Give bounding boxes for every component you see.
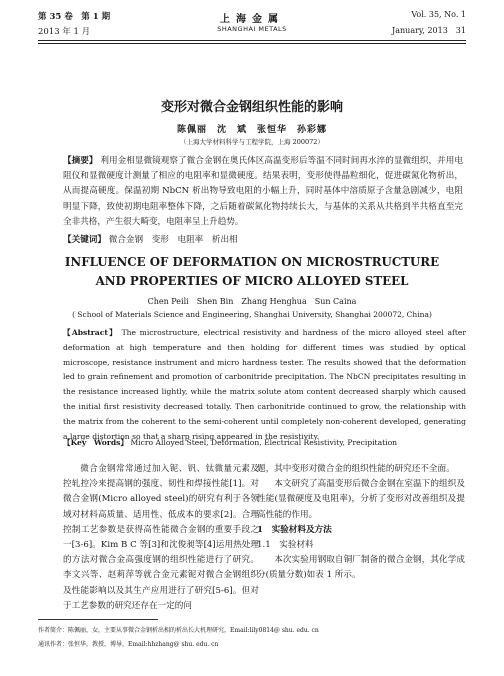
abstract-en xyxy=(63,326,466,444)
section-heading: 1 实验材料及方法 xyxy=(257,524,332,535)
article-title-en xyxy=(0,253,504,291)
body-paragraph: 本次实验用钢取自铜厂制备的微合金钢，其化学成分(质量分数)如表 1 所示。 xyxy=(257,555,465,581)
affiliation-en: ( School of Materials Science and Engineering, Shanghai University, Shanghai 200072, China) xyxy=(72,310,432,319)
body-column-right xyxy=(257,462,465,584)
abstract-cn-text: 利用金相显微镜观察了微合金钢在奥氏体区高温变形后等温不同时间再水淬的显微组织，并用电阻仪和显微硬度计测量了相应的电阻率和显微硬度。结果表明，变形使得晶粒细化，促进碳氮化物析出，从而提高硬度。保温初期 NbCN 析出物导致电阻的小幅上升，同时基体中溶质原子含量急剧减少，电阻明显下降，致使初期电阻率整体下降，之后随着碳氮化物持续长大，与基体的关系从共格到半共格直至完全非共格，产生很大畸变，电阻率呈上升趋势。 xyxy=(63,156,463,227)
abstract-en-text: The microstructure, electrical resistivity and hardness of the micro alloyed steel after deformation at high temperature and then holding for different times was studied by optical microscope, resistance instrument and micro hardness tester. The results showed that the deformation led to grain refinement and promotion of carbonitride precipitation. The NbCN precipitates resulting in the resistance increased lightly, while the matrix solute atom content decreased sharply which caused the initial first resistivity decreased totally. Then carbonitride continued to grow, the relationship with the matrix from the coherent to the semi-coherent until completely non-coherent developed, generating a large distortion so that a sharp rising appeared in the resistivity. xyxy=(63,328,467,441)
article-title-cn: 变形对微合金钢组织性能的影响 xyxy=(160,100,343,115)
body-column-left xyxy=(63,462,259,614)
footnote-contact: 通讯作者：张恒华，教授，博导，Email:hhzhang@ shu. edu. cn xyxy=(38,641,219,648)
footnote-author: 作者简介：陈佩丽，女，主要从事微合金钢析出相的析出长大机理研究，Email:lily0814@ shu. edu. cn xyxy=(38,627,319,634)
subsection-heading: 1.1 实验材料 xyxy=(257,540,314,551)
journal-name-cn: 上海金属 xyxy=(220,14,284,25)
date-cn: 2013 年 1 月 xyxy=(38,27,91,37)
volume-issue-en: Vol. 35, No. 1 xyxy=(411,10,466,19)
keywords-cn-label: 【关键词】 xyxy=(63,235,106,245)
keywords-en-label: 【Key Words】 xyxy=(63,438,129,447)
keywords-cn xyxy=(63,233,463,245)
header-rule-thick xyxy=(38,40,466,41)
title-en-line2: AND PROPERTIES OF MICRO ALLOYED STEEL xyxy=(95,274,409,288)
abstract-cn xyxy=(63,154,463,230)
volume-issue-cn: 第 35 卷 第 1 期 xyxy=(38,12,111,22)
keywords-en xyxy=(63,437,466,448)
page-header xyxy=(38,10,466,64)
body-paragraph: 微合金钢常常通过加入铌、钒、钛微量元素及控轧控冷来提高钢的强度、韧性和焊接性能[1]。对微合金钢(Micro alloyed steel)的研究有利于各领域对材料高质量、适用性、低成本的要求[2]。合理控制工艺参数是获得高性能微合金钢的重要手段之一[3-6]。Kim B C 等[3]和沈俊昶等[4]运用热处理的方法对微合金高强度钢的组织性能进行了研究。李文兴等、赵莉萍等就合金元素铌对微合金钢组织及性能影响以及其生产应用进行了研究[5-6]。但对于工艺参数的研究还存在一定的问 xyxy=(63,464,259,611)
abstract-cn-label: 【摘要】 xyxy=(63,156,98,166)
title-en-line1: INFLUENCE OF DEFORMATION ON MICROSTRUCTURE xyxy=(64,255,440,269)
authors-cn: 陈佩丽 沈 斌 张恒华 孙彩娜 xyxy=(176,125,327,135)
keywords-cn-text: 微合金钢 变形 电阻率 析出相 xyxy=(108,235,238,245)
authors-en: Chen Peili Shen Bin Zhang Henghua Sun Caina xyxy=(147,297,357,306)
affiliation-cn: （上海大学材料科学与工程学院，上海 200072） xyxy=(180,138,324,146)
journal-name-en: SHANGHAI METALS xyxy=(217,25,287,33)
keywords-en-text: Micro Alloyed Steel, Deformation, Electrical Resistivity, Precipitation xyxy=(130,438,398,447)
abstract-en-label: 【Abstract】 xyxy=(63,328,118,337)
body-paragraph: 题，其中变形对微合金的组织性能的研究还不全面。 xyxy=(257,464,455,474)
header-rule-thin xyxy=(38,43,466,44)
body-paragraph: 本文研究了高温变形后微合金钢在室温下的组织及性能(显微硬度及电阻率)，分析了变形对改善组织及提高性能的作用。 xyxy=(257,479,465,520)
date-page-en: January, 2013 31 xyxy=(392,26,466,35)
footnote-rule xyxy=(38,619,158,620)
